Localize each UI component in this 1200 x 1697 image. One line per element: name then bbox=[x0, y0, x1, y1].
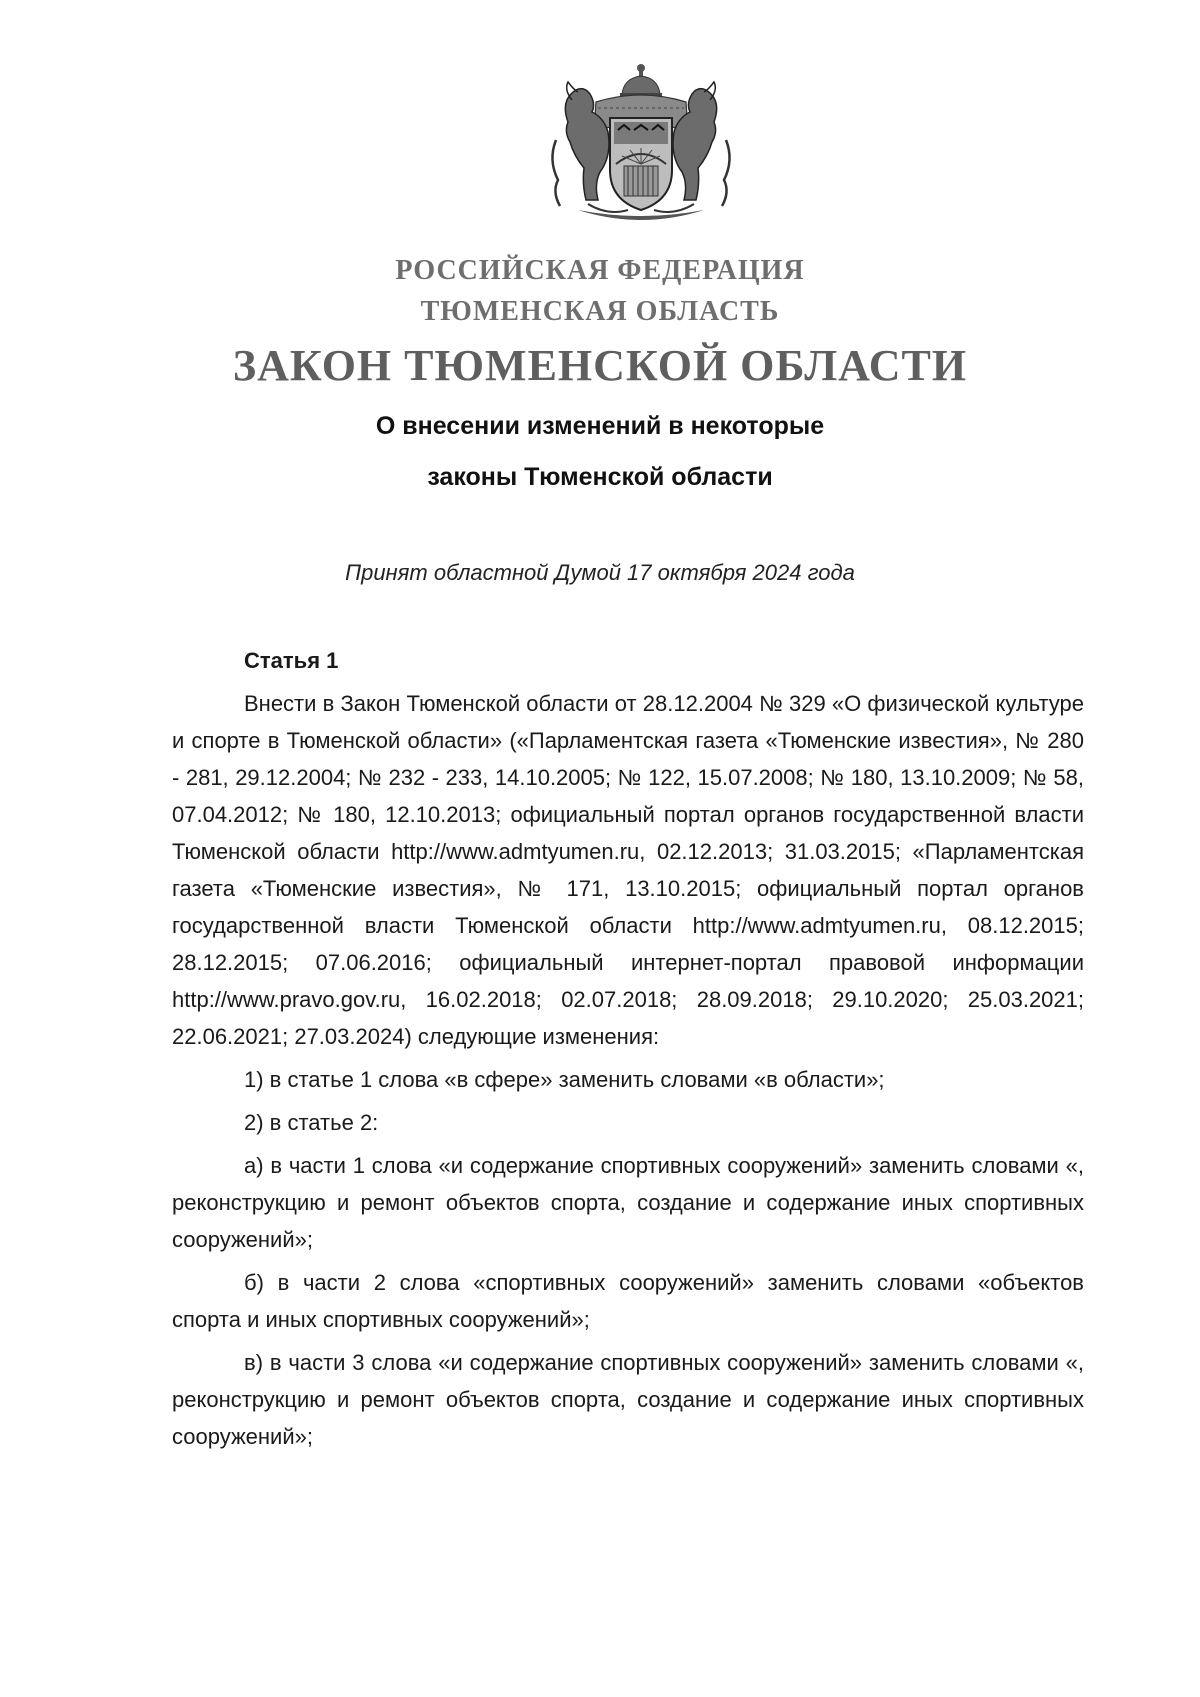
document-title-line-1: О внесении изменений в некоторые bbox=[375, 412, 825, 440]
amendment-item-2a: а) в части 1 слова «и содержание спортивных сооружений» заменить словами «, реконструкцию и ремонт объектов спорта, создание и содержание иных спортивных сооружений»; bbox=[172, 1153, 1084, 1252]
article-intro-paragraph: Внести в Закон Тюменской области от 28.12.2004 № 329 «О физической культуре и спорте в Тюменской области» («Парламентская газета «Тюменские известия», № 280 - 281, 29.12.2004; № 232 - 233, 14.10.2005; № 122, 15.07.2008; № 180, 13.10.2009; № 58, 07.04.2012; № 180, 12.10.2013; официальный портал органов государственной власти Тюменской области http://www.admtyumen.ru, 02.12.2013; 31.03.2015; «Парламентская газета «Тюменские известия», № 171, 13.10.2015; официальный портал органов государственной власти Тюменской области http://www.admtyumen.ru, 08.12.2015; 28.12.2015; 07.06.2016; официальный интернет-портал правовой информации http://www.pravo.gov.ru, 16.02.2018; 02.07.2018; 28.09.2018; 29.10.2020; 25.03.2021; 22.06.2021; 27.03.2024) следующие изменения: bbox=[172, 691, 1084, 1049]
adoption-note: Принят областной Думой 17 октября 2024 года bbox=[345, 560, 855, 585]
amendment-item-2b: б) в части 2 слова «спортивных сооружений» заменить словами «объектов спорта и иных спортивных сооружений»; bbox=[172, 1270, 1084, 1332]
coat-of-arms-icon bbox=[538, 60, 744, 230]
article-body bbox=[172, 642, 1084, 1461]
amendment-item-1: 1) в статье 1 слова «в сфере» заменить словами «в области»; bbox=[244, 1067, 885, 1092]
amendment-item-2c: в) в части 3 слова «и содержание спортивных сооружений» заменить словами «, реконструкцию и ремонт объектов спорта, создание и содержание иных спортивных сооружений»; bbox=[172, 1350, 1084, 1449]
amendment-item-2: 2) в статье 2: bbox=[244, 1110, 379, 1135]
region-heading: ТЮМЕНСКАЯ ОБЛАСТЬ bbox=[420, 296, 780, 327]
law-heading: ЗАКОН ТЮМЕНСКОЙ ОБЛАСТИ bbox=[232, 341, 968, 390]
document-title-line-2: законы Тюменской области bbox=[427, 463, 773, 491]
country-heading: РОССИЙСКАЯ ФЕДЕРАЦИЯ bbox=[395, 255, 805, 286]
article-heading: Статья 1 bbox=[244, 648, 339, 673]
